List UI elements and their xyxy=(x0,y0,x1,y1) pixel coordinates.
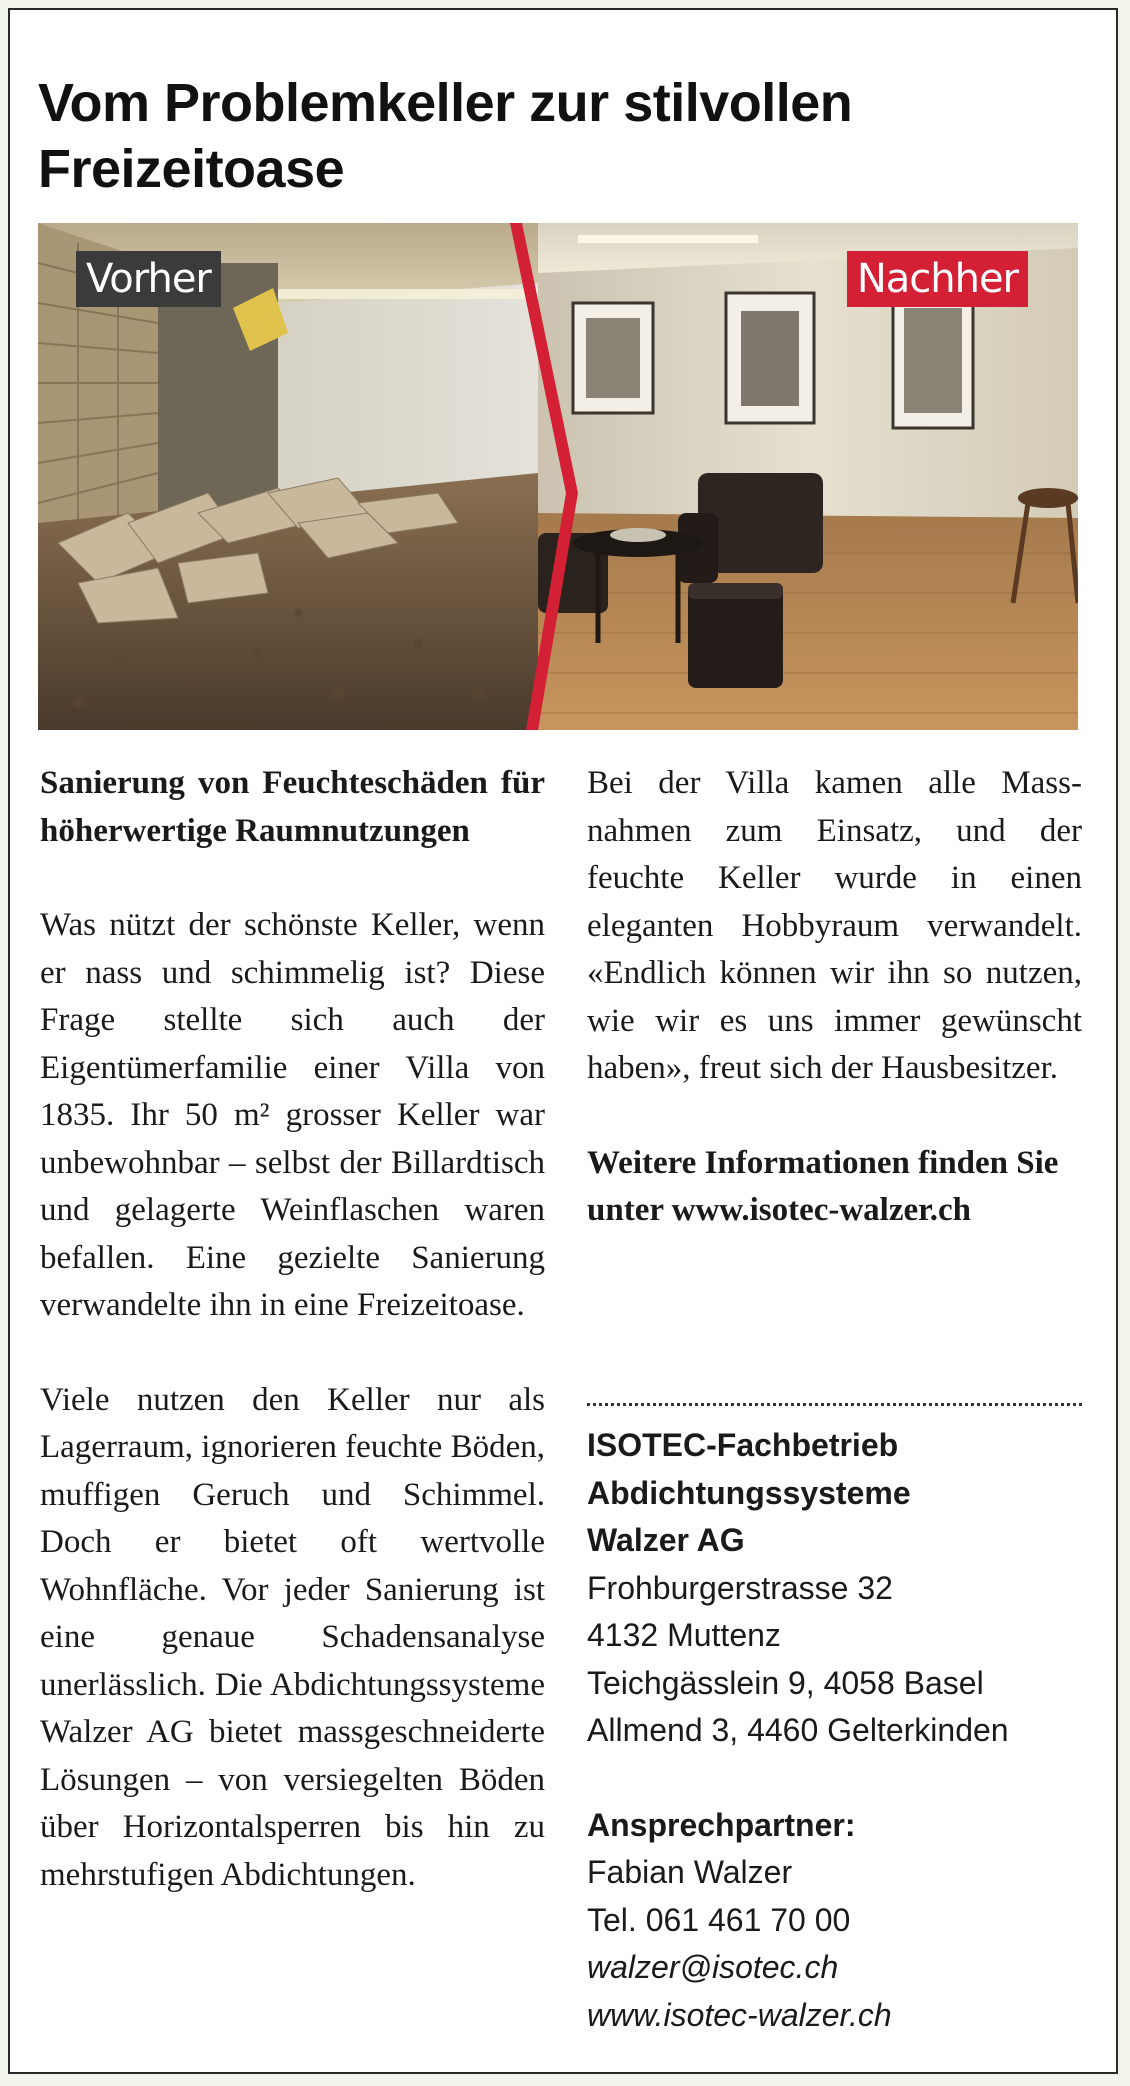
intro-paragraph: Was nützt der schönste Keller, wenn er nass und schimmelig ist? Diese Frage stellte sich auch der Eigentümerfamilie einer Villa von 1835. Ihr 50 m² grosser Keller war unbewohnbar – selbst der Billardtisch und gelagerte Weinflaschen waren befallen. Eine gezielte Sanierung verwandelte ihn in eine Freizeitoase. xyxy=(40,907,545,1323)
contact-block xyxy=(587,1422,1082,2039)
right-column xyxy=(587,760,1082,1235)
company-name-line-2: Abdichtungssysteme xyxy=(587,1474,911,1511)
result-paragraph: Bei der Villa kamen alle Massnahmen zum Einsatz, und der feuchte Keller wurde in einen eleganten Hobbyraum verwandelt. «Endlich können wir ihn so nutzen, wie wir es uns immer gewünscht haben», freut sich der Hausbesitzer. xyxy=(587,765,1082,1086)
subheadline: Sanierung von Feuchteschäden für höherwertige Raumnutzungen xyxy=(40,765,545,849)
more-info-text: Weitere Informationen finden Sie unter www.isotec-walzer.ch xyxy=(587,1144,1059,1228)
website-link[interactable]: www.isotec-walzer.ch xyxy=(587,1996,892,2033)
contact-name: Fabian Walzer xyxy=(587,1854,793,1890)
phone-number: Tel. 061 461 70 00 xyxy=(587,1901,851,1938)
email-link[interactable]: walzer@isotec.ch xyxy=(587,1949,839,1985)
left-column xyxy=(40,760,545,1946)
dotted-divider xyxy=(587,1403,1082,1406)
company-name-line-3: Walzer AG xyxy=(587,1522,745,1558)
address-gelterkinden: Allmend 3, 4460 Gelterkinden xyxy=(587,1712,1009,1748)
address-street: Frohburgerstrasse 32 xyxy=(587,1569,893,1606)
headline-line-1: Vom Problemkeller zur stilvollen xyxy=(38,73,853,133)
body-paragraph: Viele nutzen den Keller nur als Lagerraum, ignorieren feuchte Böden, muffigen Geruch und Schimmel. Doch er bietet oft wertvolle Wohnfläche. Vor jeder Sanierung ist eine genaue Schadensanalyse unerlässlich. Die Abdichtungssysteme Walzer AG bietet massgeschneiderte Lösungen – von versiegelten Böden über Horizontalsperren bis hin zu mehrstufigen Abdichtungen. xyxy=(40,1381,545,1893)
contact-heading: Ansprechpartner: xyxy=(587,1806,856,1843)
before-after-photo xyxy=(38,223,1078,730)
spacer xyxy=(587,1755,1082,1802)
address-basel: Teichgässlein 9, 4058 Basel xyxy=(587,1664,984,1701)
before-label: Vorher xyxy=(76,251,221,307)
headline-line-2: Freizeitoase xyxy=(38,139,345,199)
address-city: 4132 Muttenz xyxy=(587,1617,781,1653)
company-name-line-1: ISOTEC-Fachbetrieb xyxy=(587,1427,899,1463)
after-label: Nachher xyxy=(847,251,1028,307)
headline xyxy=(38,70,1078,202)
